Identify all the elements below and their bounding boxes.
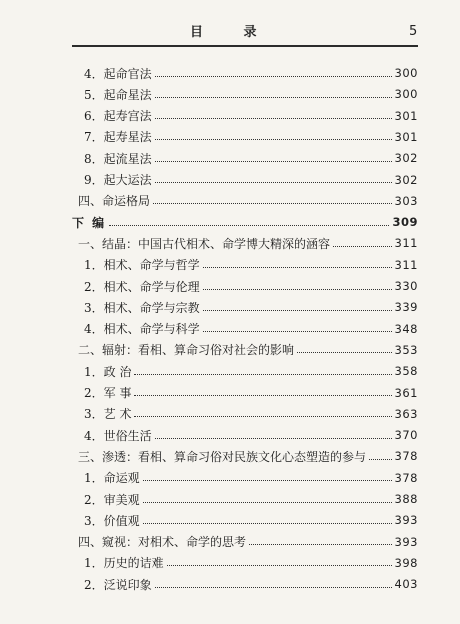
dot-leader: [155, 149, 392, 162]
toc-entry-page: 361: [394, 385, 418, 400]
dot-leader: [155, 64, 392, 77]
toc-entry: [84, 257, 418, 273]
dot-leader: [155, 575, 392, 588]
toc-entry-page: 378: [394, 449, 418, 464]
toc-entry: [78, 193, 418, 209]
dot-leader: [369, 447, 392, 460]
toc-entry-title: 1．命运观: [84, 471, 140, 486]
toc-entry: [78, 342, 418, 358]
toc-entry-page: 300: [394, 87, 418, 102]
running-title: 目 录: [190, 25, 275, 40]
toc-entry-title: 9．起大运法: [84, 173, 152, 187]
page-number: 5: [409, 24, 418, 39]
toc-entry: [84, 385, 418, 401]
dot-leader: [155, 106, 392, 119]
toc-entry-page: 353: [394, 342, 418, 357]
toc-entry-title: 3．相术、命学与宗教: [84, 300, 200, 315]
toc-entry-title: 二、辐射：看相、算命习俗对社会的影响: [78, 343, 295, 358]
toc-entry: [84, 555, 418, 571]
dot-leader: [249, 532, 392, 545]
toc-entry-title: 1．历史的诘难: [84, 556, 164, 571]
toc-entry: [84, 512, 418, 528]
toc-entry-page: 403: [394, 577, 418, 592]
toc-entry-page: 398: [394, 555, 418, 570]
toc-entry-title: 4．相术、命学与科学: [84, 322, 200, 337]
dot-leader: [297, 340, 392, 353]
toc-entry-page: 339: [394, 300, 418, 315]
dot-leader: [143, 490, 392, 503]
toc-entry: [84, 278, 418, 294]
toc-entry-title: 四、命运格局: [78, 194, 151, 209]
toc-entry-title: 1．相术、命学与哲学: [84, 258, 200, 273]
toc-entry-page: 301: [394, 129, 418, 144]
toc-entry: [84, 172, 418, 188]
toc-entry-title: 2．审美观: [84, 492, 140, 507]
toc-entry-title: 四、窥视：对相术、命学的思考: [78, 535, 247, 550]
toc-entry-page: 311: [394, 236, 418, 251]
toc-entry: [78, 235, 418, 251]
toc-entry-page: 330: [394, 279, 418, 293]
toc-entry-title: 7．起寿星法: [84, 130, 152, 145]
toc-entry: [78, 448, 418, 464]
toc-entry-title: 1．政 治: [84, 364, 132, 379]
dot-leader: [134, 362, 391, 375]
toc-entry-page: 393: [394, 513, 418, 528]
toc-entry: [84, 108, 418, 124]
toc-entry-page: 301: [394, 108, 418, 123]
dot-leader: [203, 298, 392, 311]
toc-entry-title: 3．价值观: [84, 513, 140, 528]
dot-leader: [153, 191, 392, 204]
toc-entry-page: 388: [394, 492, 418, 506]
toc-entry: [78, 534, 418, 550]
dot-leader: [134, 383, 391, 396]
header-rule: [72, 45, 418, 47]
toc-entry: [84, 129, 418, 145]
dot-leader: [203, 255, 392, 268]
toc-entry: [84, 363, 418, 379]
toc-entry-title: 三、渗透：看相、算命习俗对民族文化心态塑造的参与: [78, 449, 367, 464]
toc-entry-page: 300: [394, 66, 418, 80]
toc-entry: [84, 86, 418, 102]
toc-entry: [84, 470, 418, 486]
toc-entry: [72, 214, 418, 230]
toc-entry-page: 348: [394, 321, 418, 336]
dot-leader: [134, 404, 391, 417]
toc-entry-page: 311: [394, 257, 418, 272]
dot-leader: [109, 213, 389, 226]
toc-entry-title: 8．起流星法: [84, 151, 152, 166]
toc-entry-title: 下 编: [72, 215, 107, 230]
toc-entry-page: 358: [394, 364, 418, 379]
toc-entry-title: 2．军 事: [84, 386, 132, 400]
toc-entry-title: 4．世俗生活: [84, 428, 152, 443]
toc-entry-page: 303: [394, 193, 418, 208]
dot-leader: [333, 234, 392, 247]
toc-entry: [84, 491, 418, 507]
toc-entry-title: 3．艺 术: [84, 407, 132, 422]
dot-leader: [203, 277, 392, 290]
toc-entry-page: 309: [392, 215, 418, 230]
toc-entry-page: 393: [394, 534, 418, 549]
toc-entry-title: 2．泛说印象: [84, 577, 152, 592]
dot-leader: [155, 127, 392, 140]
toc-entry: [84, 406, 418, 422]
dot-leader: [143, 511, 392, 524]
toc-entry: [84, 299, 418, 315]
dot-leader: [155, 426, 392, 439]
toc-entry-title: 一、结晶：中国古代相术、命学博大精深的涵容: [78, 236, 331, 251]
dot-leader: [155, 170, 392, 183]
toc-entry: [84, 65, 418, 81]
dot-leader: [143, 468, 392, 481]
toc-entry: [84, 427, 418, 443]
toc-entry-title: 6．起寿宫法: [84, 109, 152, 124]
toc-entry-page: 302: [394, 172, 418, 187]
toc-entry-title: 2．相术、命学与伦理: [84, 279, 200, 294]
toc-entry-page: 370: [394, 428, 418, 443]
dot-leader: [203, 319, 392, 332]
toc-entry-page: 302: [394, 151, 418, 166]
toc-entry-page: 378: [394, 470, 418, 485]
toc-entry-page: 363: [394, 406, 418, 421]
toc-entry: [84, 321, 418, 337]
toc-entry-title: 5．起命星法: [84, 87, 152, 102]
toc-entry-title: 4．起命官法: [84, 66, 152, 81]
dot-leader: [155, 85, 392, 98]
toc-entry: [84, 150, 418, 166]
dot-leader: [167, 553, 392, 566]
toc-entry: [84, 576, 418, 592]
